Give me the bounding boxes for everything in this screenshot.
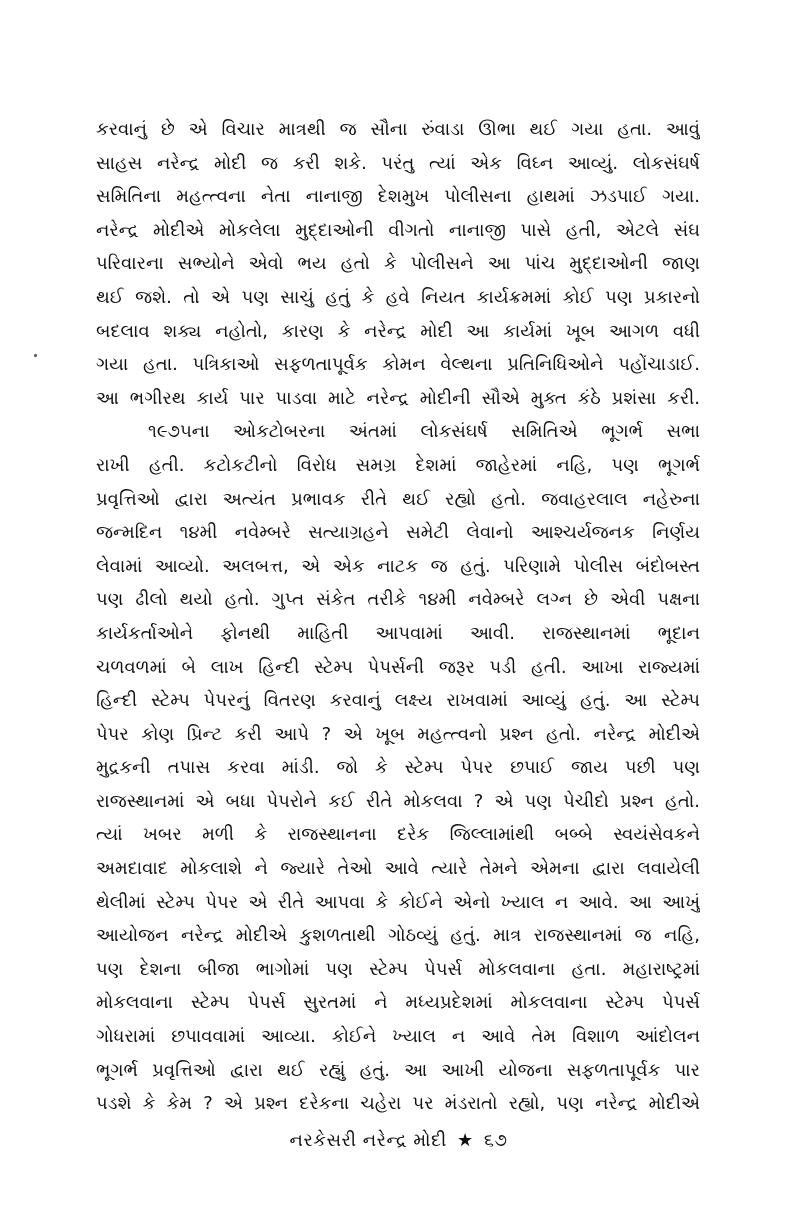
text-line: ત્યાં ખબર મળી કે રાજસ્થાનના દરેક જિલ્લામાંથી બબ્બે સ્વયંસેવકને xyxy=(96,824,700,846)
text-line: થઈ જશે. તો એ પણ સાચું હતું કે હવે નિયત કાર્યક્રમમાં કોઈ પણ પ્રકારનો xyxy=(96,286,700,308)
text-line: ગોધરામાં છપાવવામાં આવ્યા. કોઈને ખ્યાલ ન આવે તેમ વિશાળ આંદોલન xyxy=(96,1026,700,1048)
text-line: આયોજન નરેન્દ્ર મોદીએ કુશળતાથી ગોઠવ્યું હતું. માત્ર રાજસ્થાનમાં જ નહિ, xyxy=(96,925,700,947)
text-line: મુદ્રકની તપાસ કરવા માંડી. જો કે સ્ટેમ્પ પેપર છપાઈ જાય પછી પણ xyxy=(96,757,700,779)
text-line: કરવાનું છે એ વિચાર માત્રથી જ સૌના રુંવાડા ઊભા થઈ ગયા હતા. આવું xyxy=(96,119,700,140)
page-footer xyxy=(0,1126,797,1156)
text-line: પડશે કે કેમ ? એ પ્રશ્ન દરેકના ચહેરા પર મંડરાતો રહ્યો, પણ નરેન્દ્ર મોદીએ xyxy=(96,1093,700,1115)
text-line: પણ ઢીલો થયો હતો. ગુપ્ત સંકેત તરીકે ૧૪મી નવેમ્બરે લગ્ન છે એવી પક્ષના xyxy=(96,589,700,611)
text-line: જન્મદિન ૧૪મી નવેમ્બરે સત્યાગ્રહને સમેટી લેવાનો આશ્ચર્યજનક નિર્ણય xyxy=(96,522,700,544)
text-line: પરિવારના સભ્યોને એવો ભય હતો કે પોલીસને આ પાંચ મુદ્દાઓની જાણ xyxy=(96,253,700,275)
text-line: રાજસ્થાનમાં એ બધા પેપરોને કઈ રીતે મોકલવા ? એ પણ પેચીદો પ્રશ્ન હતો. xyxy=(96,790,700,812)
text-line: ભૂગર્ભ પ્રવૃત્તિઓ દ્વારા થઈ રહ્યું હતું. આ આખી યોજના સફળતાપૂર્વક પાર xyxy=(96,1059,700,1081)
text-line: મોકલવાના સ્ટેમ્પ પેપર્સ સુરતમાં ને મધ્યપ્રદેશમાં મોકલવાના સ્ટેમ્પ પેપર્સ xyxy=(96,992,700,1014)
text-line: અમદાવાદ મોકલાશે ને જ્યારે તેઓ આવે ત્યારે તેમને એમના દ્વારા લવાયેલી xyxy=(96,858,700,880)
book-title: નરકેસરી નરેન્દ્ર મોદી xyxy=(289,1130,447,1151)
text-line: પ્રવૃત્તિઓ દ્વારા અત્યંત પ્રભાવક રીતે થઈ રહ્યો હતો. જવાહરલાલ નહેરુના xyxy=(96,488,700,510)
text-line: બદલાવ શક્ય નહોતો, કારણ કે નરેન્દ્ર મોદી આ કાર્યમાં ખૂબ આગળ વધી xyxy=(96,320,700,342)
text-line: ગયા હતા. પત્રિકાઓ સફળતાપૂર્વક કોમન વેલ્થના પ્રતિનિધિઓને પહોંચાડાઈ. xyxy=(96,354,700,376)
text-line: આ ભગીરથ કાર્ય પાર પાડવા માટે નરેન્દ્ર મોદીની સૌએ મુક્ત કંઠે પ્રશંસા કરી. xyxy=(96,387,700,409)
text-line: થેલીમાં સ્ટેમ્પ પેપર એ રીતે આપવા કે કોઈને એનો ખ્યાલ ન આવે. આ આખું xyxy=(96,891,700,913)
paragraph-first-line: ૧૯૭૫ના ઓકટોબરના અંતમાં લોકસંઘર્ષ સમિતિએ ભૂગર્ભ સભા xyxy=(148,421,700,443)
text-line: નરેન્દ્ર મોદીએ મોકલેલા મુદ્દાઓની વીગતો નાનાજી પાસે હતી, એટલે સંઘ xyxy=(96,219,700,241)
margin-speck xyxy=(34,354,37,357)
text-line: લેવામાં આવ્યો. અલબત્ત, એ એક નાટક જ હતું. પરિણામે પોલીસ બંદોબસ્ત xyxy=(96,555,700,577)
star-icon: ★ xyxy=(456,1130,474,1151)
text-line: સમિતિના મહત્ત્વના નેતા નાનાજી દેશમુખ પોલીસના હાથમાં ઝડપાઈ ગયા. xyxy=(96,186,700,208)
text-line: પણ દેશના બીજા ભાગોમાં પણ સ્ટેમ્પ પેપર્સ મોકલવાના હતા. મહારાષ્ટ્રમાં xyxy=(96,958,700,980)
page-number: ૬૭ xyxy=(483,1130,508,1151)
text-line: સાહસ નરેન્દ્ર મોદી જ કરી શકે. પરંતુ ત્યાં એક વિઘ્ન આવ્યું. લોકસંઘર્ષ xyxy=(96,152,700,174)
text-line: હિન્દી સ્ટેમ્પ પેપરનું વિતરણ કરવાનું લક્ષ્ય રાખવામાં આવ્યું હતું. આ સ્ટેમ્પ xyxy=(96,690,700,712)
page-body-text xyxy=(96,113,700,1121)
text-line: ચળવળમાં બે લાખ હિન્દી સ્ટેમ્પ પેપર્સની જરૂર પડી હતી. આખા રાજ્યમાં xyxy=(96,656,700,678)
text-line: રાખી હતી. કટોકટીનો વિરોધ સમગ્ર દેશમાં જાહેરમાં નહિ, પણ ભૂગર્ભ xyxy=(96,454,700,476)
text-line: કાર્યકર્તાઓને ફોનથી માહિતી આપવામાં આવી. રાજસ્થાનમાં ભૂદાન xyxy=(96,622,700,644)
text-line: પેપર કોણ પ્રિન્ટ કરી આપે ? એ ખૂબ મહત્ત્વનો પ્રશ્ન હતો. નરેન્દ્ર મોદીએ xyxy=(96,723,700,745)
